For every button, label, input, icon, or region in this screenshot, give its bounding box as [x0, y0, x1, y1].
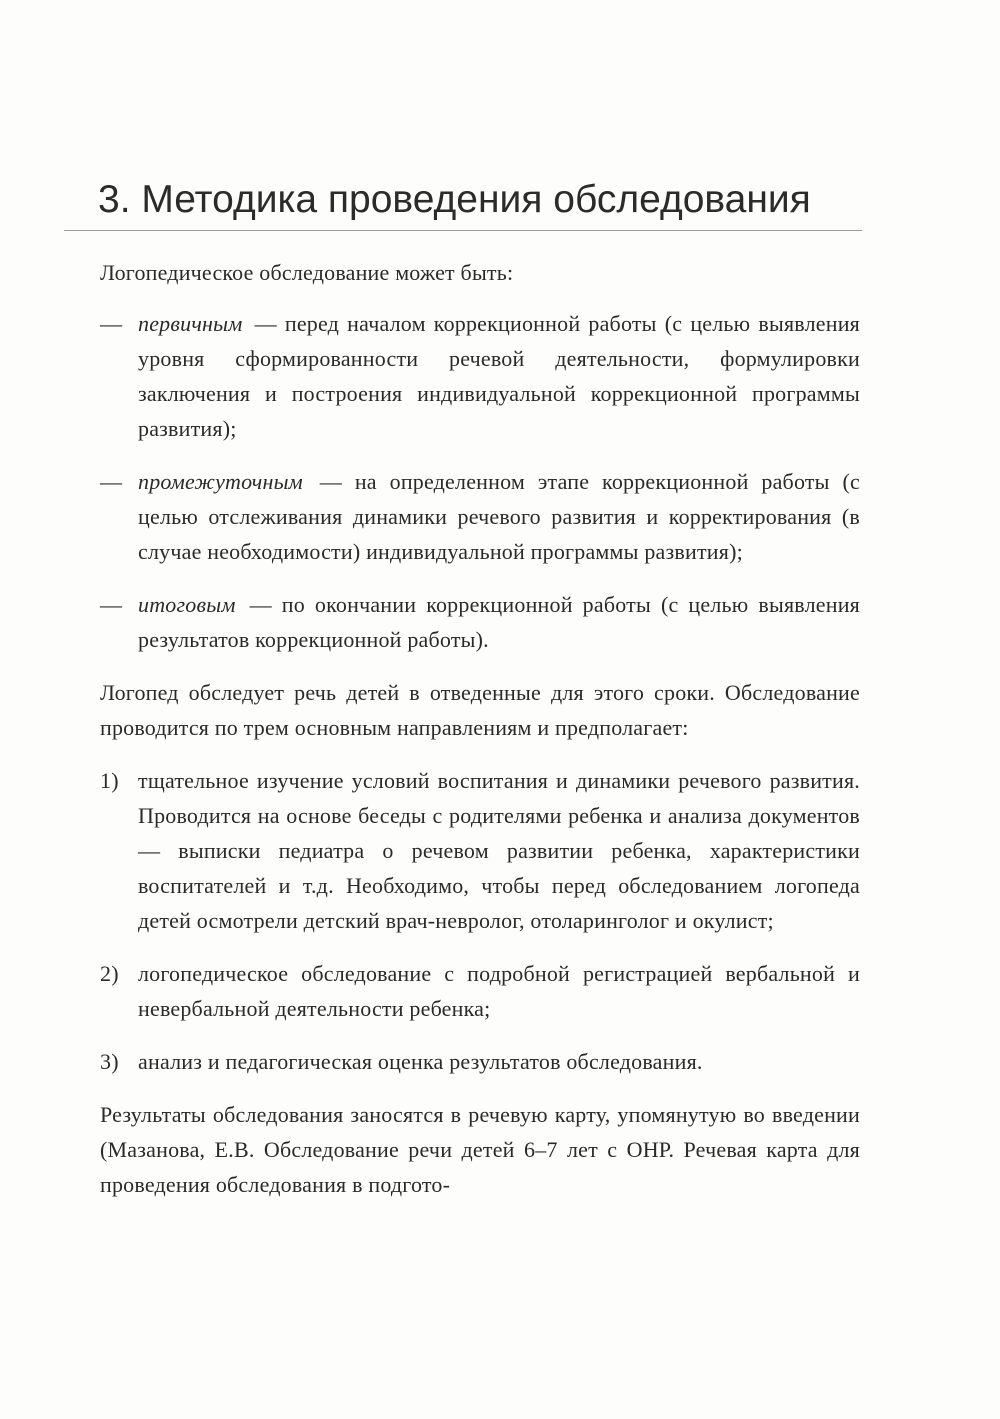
- body-text: [100, 255, 860, 1202]
- directions-paragraph: Логопед обследует речь детей в отведенные для этого сроки. Обследование проводится по трем основным направлениям и предполагает:: [100, 680, 860, 740]
- exam-type-term: итоговым: [138, 592, 236, 617]
- exam-type-term: первичным: [138, 311, 243, 336]
- direction-text: логопедическое обследование с подробной регистрацией вербальной и невербальной деятельности ребенка;: [138, 961, 860, 1021]
- list-marker: 2): [100, 961, 119, 986]
- list-item: [100, 464, 860, 569]
- list-item: [100, 763, 860, 938]
- list-item: [100, 306, 860, 446]
- exam-type-description: — по окончании коррекционной работы (с целью выявления результатов коррекционной работы).: [138, 592, 860, 652]
- title-rule: [64, 230, 862, 231]
- list-marker: 1): [100, 768, 119, 793]
- list-marker: 3): [100, 1049, 119, 1074]
- results-paragraph: Результаты обследования заносятся в речевую карту, упомянутую во введении (Мазанова, Е.В. Обследование речи детей 6–7 лет с ОНР. Речевая карта для проведения обследования в подгото-: [100, 1102, 860, 1197]
- list-item: [100, 1044, 860, 1079]
- list-item: [100, 587, 860, 657]
- exam-type-term: промежуточным: [138, 469, 303, 494]
- chapter-title: 3. Методика проведения обследования: [98, 178, 811, 221]
- list-item: [100, 956, 860, 1026]
- exam-type-description: — на определенном этапе коррекционной работы (с целью отслеживания динамики речевого развития и корректирования (в случае необходимости) индивидуальной программы развития);: [138, 469, 860, 564]
- list-marker: —: [100, 311, 123, 336]
- direction-text: тщательное изучение условий воспитания и динамики речевого развития. Проводится на основе беседы с родителями ребенка и анализа документов — выписки педиатра о речевом развитии ребенка, характеристики воспитателей и т.д. Необходимо, чтобы перед обследованием логопеда детей осмотрели детский врач-невролог, отоларинголог и окулист;: [138, 768, 860, 933]
- exam-types-list: [100, 306, 860, 657]
- exam-type-description: — перед началом коррекционной работы (с целью выявления уровня сформированности речевой деятельности, формулировки заключения и построения индивидуальной коррекционной программы развития);: [138, 311, 860, 441]
- direction-text: анализ и педагогическая оценка результатов обследования.: [138, 1049, 703, 1074]
- list-marker: —: [100, 592, 123, 617]
- intro-paragraph: Логопедическое обследование может быть:: [100, 260, 514, 285]
- list-marker: —: [100, 469, 123, 494]
- directions-list: [100, 763, 860, 1079]
